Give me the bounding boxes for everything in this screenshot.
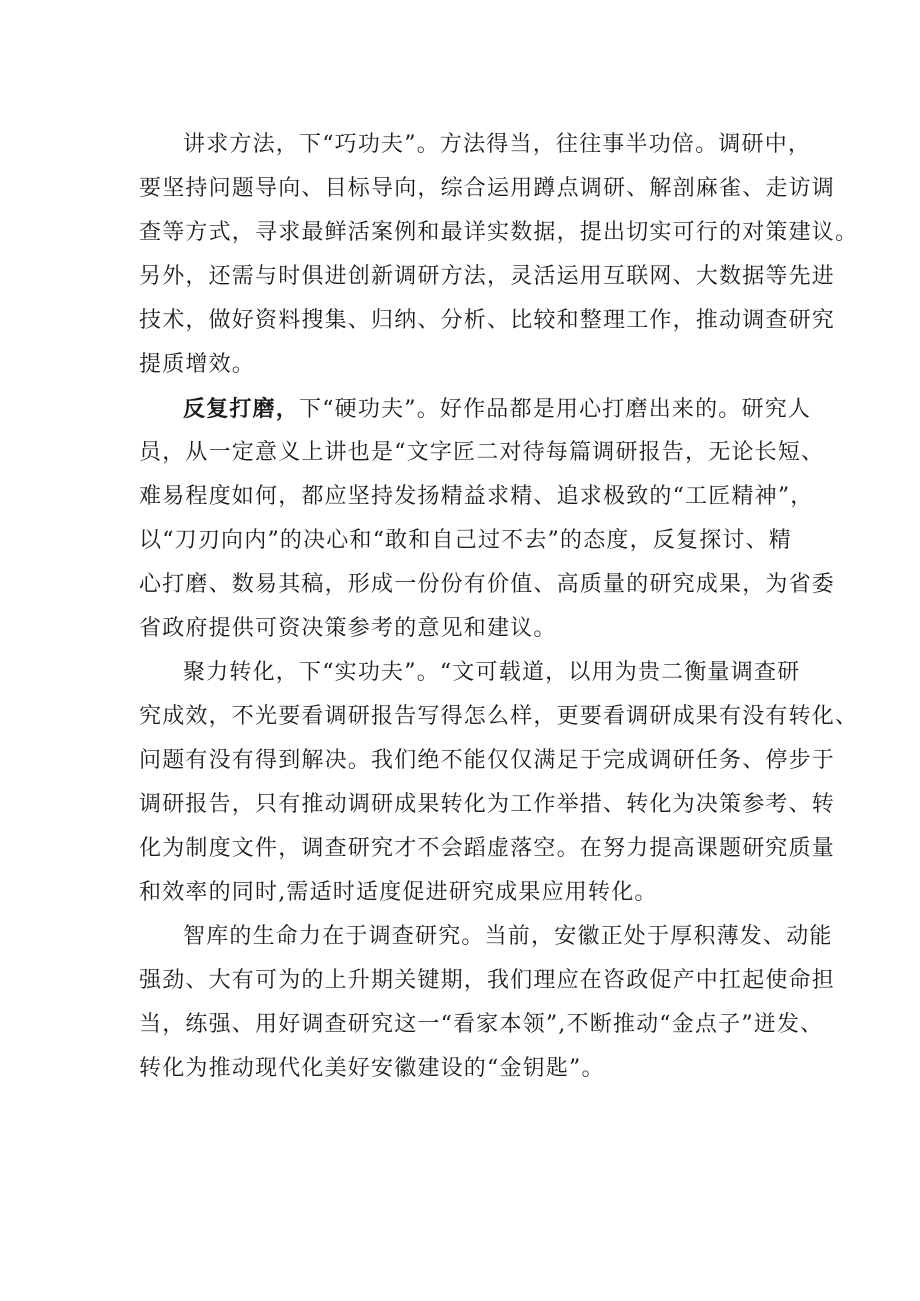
paragraph-line: 问题有没有得到解决。我们绝不能仅仅满足于完成调研任务、停步于 xyxy=(139,748,836,773)
paragraph-line: 和效率的同时,需适时适度促进研究成果应用转化。 xyxy=(139,880,658,905)
paragraph-line: 智库的生命力在于调查研究。当前，安徽正处于厚积薄发、动能 xyxy=(183,924,833,949)
paragraph-line: 究成效，不光要看调研报告写得怎么样，更要看调研成果有没有转化、 xyxy=(139,704,859,729)
paragraph-line: 提质增效。 xyxy=(139,352,256,377)
paragraph-line: 省政府提供可资决策参考的意见和建议。 xyxy=(139,616,557,641)
paragraph-lead-heading: 反复打磨， xyxy=(183,396,300,422)
paragraph-line: 强劲、大有可为的上升期关键期，我们理应在咨政促产中扛起使命担 xyxy=(139,968,836,993)
paragraph-line: 要坚持问题导向、目标导向，综合运用蹲点调研、解剖麻雀、走访调 xyxy=(139,176,836,201)
paragraph-line: 聚力转化，下“实功夫”。“文可载道，以用为贵二衡量调查研 xyxy=(183,660,801,685)
paragraph-line: 化为制度文件，调查研究才不会蹈虚落空。在努力提高课题研究质量 xyxy=(139,836,836,861)
paragraph-line-rest: 下“硬功夫”。好作品都是用心打磨出来的。研究人 xyxy=(299,397,812,422)
paragraph-line: 以“刀刃向内”的决心和“敢和自己过不去”的态度，反复探讨、精 xyxy=(139,528,792,553)
paragraph-line: 调研报告，只有推动调研成果转化为工作举措、转化为决策参考、转 xyxy=(139,792,836,817)
paragraph-line: 难易程度如何，都应坚持发扬精益求精、追求极致的“工匠精神”， xyxy=(139,484,814,509)
paragraph-line: 当，练强、用好调查研究这一“看家本领”,不断推动“金点子”迸发、 xyxy=(139,1012,824,1037)
paragraph-line: 转化为推动现代化美好安徽建设的“金钥匙”。 xyxy=(139,1056,605,1081)
paragraph-line: 技术，做好资料搜集、归纳、分析、比较和整理工作，推动调查研究 xyxy=(139,308,836,333)
paragraph-line: 另外，还需与时俱进创新调研方法，灵活运用互联网、大数据等先进 xyxy=(139,264,836,289)
paragraph-line xyxy=(183,394,811,424)
paragraph-line: 心打磨、数易其稿，形成一份份有价值、高质量的研究成果，为省委 xyxy=(139,572,836,597)
paragraph-line: 员，从一定意义上讲也是“文字匠二对待每篇调研报告，无论长短、 xyxy=(139,440,825,465)
paragraph-line: 查等方式，寻求最鲜活案例和最详实数据，提出切实可行的对策建议。 xyxy=(139,220,859,245)
paragraph-line: 讲求方法，下“巧功夫”。方法得当，往往事半功倍。调研中， xyxy=(183,132,812,157)
